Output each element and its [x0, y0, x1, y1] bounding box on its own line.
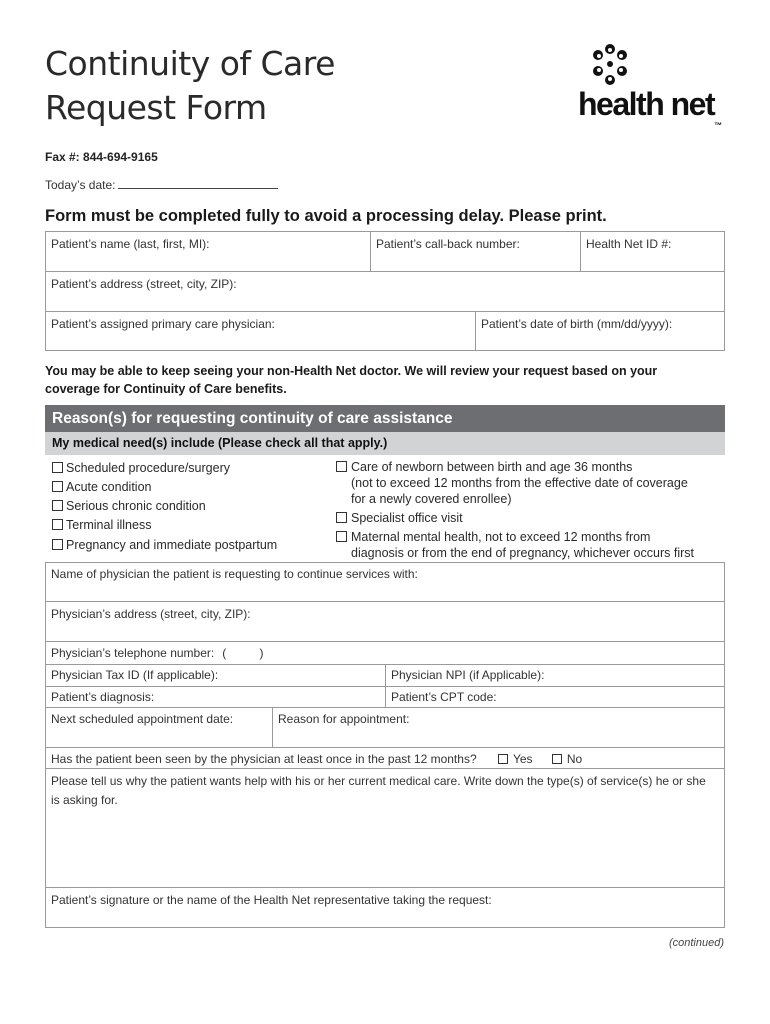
services-requested-label: Please tell us why the patient wants help with his or her current medical care. Write down the type(s) of service(s) he or she is asking for.	[51, 774, 706, 807]
next-appointment-date-field[interactable]	[45, 707, 272, 747]
checkbox-acute-condition[interactable]	[52, 481, 63, 492]
todays-date-label: Today’s date:	[45, 178, 116, 192]
health-net-id-field[interactable]	[580, 231, 725, 271]
patient-dob-label: Patient’s date of birth (mm/dd/yyyy):	[481, 317, 673, 331]
no-option[interactable]	[552, 752, 582, 766]
need-label-newborn-care: Care of newborn between birth and age 36 months (not to exceed 12 months from the effective date of coverage for a newly covered enrollee)	[351, 460, 688, 506]
patient-diagnosis-field[interactable]	[45, 686, 385, 707]
patient-address-label: Patient’s address (street, city, ZIP):	[51, 277, 237, 291]
patient-dob-field[interactable]	[475, 311, 725, 351]
physician-address-label: Physician’s address (street, city, ZIP):	[51, 607, 251, 621]
checkbox-terminal-illness[interactable]	[52, 519, 63, 530]
checkbox-seen-no[interactable]	[552, 754, 562, 764]
no-label: No	[566, 752, 583, 766]
physician-name-field[interactable]	[45, 562, 725, 601]
health-net-logo	[576, 44, 734, 130]
checkbox-serious-chronic-condition[interactable]	[52, 500, 63, 511]
page-title	[45, 42, 335, 130]
checkbox-seen-yes[interactable]	[498, 754, 508, 764]
appointment-reason-label: Reason for appointment:	[278, 712, 410, 726]
yes-label: Yes	[512, 752, 533, 766]
primary-care-physician-field[interactable]	[45, 311, 475, 351]
section-header-reasons: Reason(s) for requesting continuity of care assistance	[45, 405, 725, 432]
checkbox-pregnancy-postpartum[interactable]	[52, 539, 63, 550]
physician-name-label: Name of physician the patient is requesting to continue services with:	[51, 567, 418, 581]
seen-in-past-year-question: Has the patient been seen by the physician at least once in the past 12 months?	[51, 752, 477, 766]
patient-cpt-code-field[interactable]	[385, 686, 725, 707]
todays-date-field[interactable]	[118, 178, 278, 189]
patient-address-field[interactable]	[45, 271, 725, 311]
next-appointment-date-label: Next scheduled appointment date:	[51, 712, 234, 726]
need-label-specialist-visit: Specialist office visit	[351, 511, 463, 525]
fax-number: Fax #: 844-694-9165	[45, 150, 158, 164]
need-label-scheduled-procedure: Scheduled procedure/surgery	[66, 461, 230, 475]
yes-option[interactable]	[498, 752, 533, 766]
physician-phone-field[interactable]	[45, 641, 725, 664]
physician-npi-label: Physician NPI (if Applicable):	[391, 668, 545, 682]
section-subheader-medical-needs: My medical need(s) include (Please check all that apply.)	[45, 432, 725, 455]
patient-name-label: Patient’s name (last, first, MI):	[51, 237, 210, 251]
coverage-notice: You may be able to keep seeing your non-Health Net doctor. We will review your request based on your coverage for Continuity of Care benefits.	[45, 364, 658, 396]
patient-diagnosis-label: Patient’s diagnosis:	[51, 690, 155, 704]
need-label-terminal-illness: Terminal illness	[66, 518, 152, 532]
physician-tax-id-field[interactable]	[45, 664, 385, 686]
signature-field[interactable]	[45, 887, 725, 928]
form-instruction: Form must be completed fully to avoid a processing delay. Please print.	[45, 207, 607, 225]
logo-wordmark: health net™	[578, 86, 723, 130]
need-label-pregnancy-postpartum: Pregnancy and immediate postpartum	[66, 538, 278, 552]
checkbox-scheduled-procedure[interactable]	[52, 462, 63, 473]
services-requested-field[interactable]	[45, 768, 725, 887]
patient-callback-label: Patient’s call-back number:	[376, 237, 520, 251]
physician-address-field[interactable]	[45, 601, 725, 641]
appointment-reason-field[interactable]	[272, 707, 725, 747]
trademark-mark: ™	[714, 121, 723, 130]
title-line-1: Continuity of Care	[45, 44, 335, 83]
physician-tax-id-label: Physician Tax ID (If applicable):	[51, 668, 219, 682]
continued-note: (continued)	[668, 937, 724, 949]
primary-care-physician-label: Patient’s assigned primary care physician:	[51, 317, 275, 331]
need-label-serious-chronic-condition: Serious chronic condition	[66, 499, 206, 513]
health-net-id-label: Health Net ID #:	[586, 237, 672, 251]
patient-cpt-code-label: Patient’s CPT code:	[391, 690, 497, 704]
seen-in-past-year-row	[45, 747, 725, 768]
title-line-2: Request Form	[45, 88, 267, 127]
physician-phone-paren: ( )	[222, 646, 264, 660]
patient-name-field[interactable]	[45, 231, 370, 271]
checkbox-maternal-mental-health[interactable]	[336, 531, 347, 542]
todays-date-row	[45, 178, 278, 192]
need-label-maternal-mental-health: Maternal mental health, not to exceed 12 months from diagnosis or from the end of pregnancy, whichever occurs first	[351, 530, 694, 560]
checkbox-newborn-care[interactable]	[336, 461, 347, 472]
patient-callback-field[interactable]	[370, 231, 580, 271]
physician-phone-label: Physician’s telephone number:	[51, 646, 215, 660]
physician-npi-field[interactable]	[385, 664, 725, 686]
need-label-acute-condition: Acute condition	[66, 480, 152, 494]
health-net-emblem-icon	[587, 44, 633, 86]
checkbox-specialist-visit[interactable]	[336, 512, 347, 523]
signature-label: Patient’s signature or the name of the Health Net representative taking the request:	[51, 893, 492, 907]
